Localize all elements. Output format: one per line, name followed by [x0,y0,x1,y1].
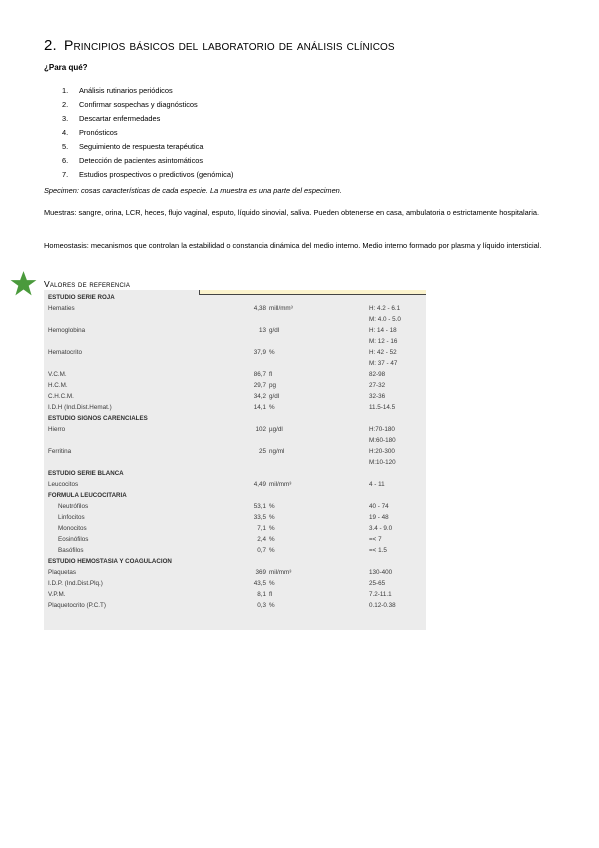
lab-row [44,457,426,468]
lab-reference-range: M: 12 - 16 [369,338,398,345]
lab-section-header [44,468,426,479]
lab-row [44,479,426,490]
subheading-para-que: ¿Para qué? [44,63,88,72]
lab-test-value: 4,38 [253,305,266,312]
lab-test-unit: % [269,580,275,587]
lab-reference-range: 27-32 [369,382,386,389]
lab-test-value: 29,7 [253,382,266,389]
lab-test-value: 43,5 [253,580,266,587]
lab-row [44,545,426,556]
lab-results-image [44,290,426,630]
lab-test-unit: µg/dl [269,426,283,433]
lab-test-value: 0,7 [257,547,266,554]
lab-reference-range: M:60-180 [369,437,396,444]
lab-test-value: 53,1 [253,503,266,510]
lab-test-name: Plaquetas [48,569,77,576]
lab-row [44,589,426,600]
lab-test-value: 33,5 [253,514,266,521]
lab-reference-range: 25-65 [369,580,386,587]
reference-values-title: Valores de referencia [44,279,131,289]
purpose-item [62,98,233,112]
lab-section-title: FORMULA LEUCOCITARIA [48,492,127,499]
lab-reference-range: 19 - 48 [369,514,389,521]
lab-test-value: 34,2 [253,393,266,400]
purpose-text: Detección de pacientes asintomáticos [79,156,204,165]
lab-row [44,303,426,314]
lab-row [44,358,426,369]
lab-test-name: Basófilos [58,547,84,554]
lab-test-value: 13 [258,327,266,334]
lab-reference-range: M:10-120 [369,459,396,466]
lab-test-value: 2,4 [257,536,266,543]
lab-section-title: ESTUDIO SERIE BLANCA [48,470,124,477]
lab-test-name: Ferritina [48,448,72,455]
purpose-number: 3. [62,114,69,123]
lab-reference-range: 11.5-14.5 [369,404,396,411]
muestras-paragraph: Muestras: sangre, orina, LCR, heces, flujo vaginal, esputo, líquido sinovial, saliva. Pueden obtenerse en casa, ambulatoria o estrictamente hospitalaria. [44,208,540,217]
section-number: 2. [44,37,57,54]
lab-test-unit: fl [269,371,273,378]
lab-test-name: C.H.C.M. [48,393,74,400]
purpose-item [62,126,233,140]
lab-test-name: Leucocitos [48,481,79,488]
purpose-number: 2. [62,100,69,109]
lab-test-value: 25 [258,448,266,455]
lab-section-header [44,413,426,424]
lab-test-unit: mill/mm³ [269,305,293,312]
lab-test-name: Plaquetocrito (P.C.T) [48,602,106,609]
lab-row [44,391,426,402]
specimen-paragraph: Specimen: cosas características de cada especie. La muestra es una parte del especimen. [44,186,342,195]
purpose-number: 1. [62,86,69,95]
lab-test-value: 37,9 [253,349,266,356]
lab-test-name: Neutrófilos [58,503,89,510]
lab-reference-range: M: 37 - 47 [369,360,398,367]
lab-reference-range: H: 42 - 52 [369,349,397,356]
lab-reference-range: H: 4.2 - 6.1 [369,305,401,312]
purpose-text: Confirmar sospechas y diagnósticos [79,100,198,109]
lab-reference-range: 0.12-0.38 [369,602,396,609]
lab-row [44,369,426,380]
lab-row [44,336,426,347]
lab-test-name: V.C.M. [48,371,67,378]
lab-row [44,600,426,611]
lab-row [44,325,426,336]
lab-test-value: 86,7 [253,371,266,378]
lab-reference-range: 3.4 - 9.0 [369,525,393,532]
lab-test-unit: % [269,536,275,543]
purpose-item [62,140,233,154]
purpose-item [62,112,233,126]
lab-test-unit: % [269,514,275,521]
lab-test-name: Hematocrito [48,349,82,356]
lab-row [44,446,426,457]
lab-test-unit: ng/ml [269,448,285,455]
purpose-number: 7. [62,170,69,179]
lab-row [44,424,426,435]
lab-reference-range: 4 - 11 [369,481,385,488]
lab-row [44,435,426,446]
lab-reference-range: H:20-300 [369,448,395,455]
lab-section-title: ESTUDIO SIGNOS CARENCIALES [48,415,148,422]
purpose-text: Descartar enfermedades [79,114,161,123]
lab-row [44,523,426,534]
purpose-text: Pronósticos [79,128,118,137]
lab-test-unit: % [269,503,275,510]
lab-test-name: Hematies [48,305,75,312]
lab-reference-range: H:70-180 [369,426,395,433]
lab-section-title: ESTUDIO SERIE ROJA [48,294,115,301]
lab-row [44,534,426,545]
lab-reference-range: H: 14 - 18 [369,327,397,334]
lab-reference-range: 32-36 [369,393,386,400]
lab-row [44,347,426,358]
section-heading [44,37,395,54]
lab-section-header [44,490,426,501]
lab-reference-range: 82-98 [369,371,386,378]
lab-row [44,512,426,523]
lab-test-unit: pg [269,382,277,389]
lab-test-value: 4,49 [253,481,266,488]
lab-test-unit: fl [269,591,273,598]
lab-row [44,402,426,413]
lab-test-value: 8,1 [257,591,266,598]
lab-test-name: I.D.H (Ind.Dist.Hemat.) [48,404,112,411]
lab-section-title: ESTUDIO HEMOSTASIA Y COAGULACION [48,558,172,565]
lab-test-value: 7,1 [257,525,266,532]
lab-test-name: Eosinófilos [58,536,89,543]
lab-test-unit: g/dl [269,393,280,400]
section-title: Principios básicos del laboratorio de análisis clínicos [64,37,395,53]
lab-reference-range: 7.2-11.1 [369,591,392,598]
purpose-item [62,84,233,98]
homeostasis-paragraph: Homeostasis: mecanismos que controlan la estabilidad o constancia dinámica del medio interno. Medio interno formado por plasma y líquido intersticial. [44,241,542,250]
lab-test-unit: % [269,602,275,609]
lab-row [44,380,426,391]
purpose-number: 5. [62,142,69,151]
green-star-icon [10,270,37,297]
lab-test-unit: g/dl [269,327,280,334]
lab-section-header [44,556,426,567]
lab-test-value: 369 [255,569,266,576]
lab-test-name: H.C.M. [48,382,68,389]
lab-test-unit: % [269,349,275,356]
lab-test-unit: % [269,525,275,532]
lab-test-name: Hemoglobina [48,327,86,334]
lab-row [44,314,426,325]
purpose-text: Estudios prospectivos o predictivos (genómica) [79,170,234,179]
lab-test-value: 102 [255,426,266,433]
lab-reference-range: M: 4.0 - 5.0 [369,316,401,323]
purpose-text: Análisis rutinarios periódicos [79,86,173,95]
lab-test-name: V.P.M. [48,591,66,598]
lab-reference-range: =< 1.5 [369,547,387,554]
purpose-number: 4. [62,128,69,137]
lab-test-name: Hierro [48,426,66,433]
purposes-list [62,84,233,182]
purpose-number: 6. [62,156,69,165]
purpose-item [62,154,233,168]
lab-test-unit: % [269,547,275,554]
lab-test-value: 0,3 [257,602,266,609]
lab-test-name: Monocitos [58,525,87,532]
lab-row [44,578,426,589]
lab-reference-range: 130-400 [369,569,393,576]
lab-section-header [44,292,426,303]
lab-test-unit: mil/mm³ [269,569,292,576]
purpose-text: Seguimiento de respuesta terapéutica [79,142,204,151]
lab-test-unit: % [269,404,275,411]
lab-row [44,501,426,512]
lab-reference-range: =< 7 [369,536,382,543]
lab-test-value: 14,1 [253,404,266,411]
lab-test-name: I.D.P. (Ind.Dist.Plq.) [48,580,103,587]
lab-test-name: Linfocitos [58,514,85,521]
lab-test-unit: mil/mm³ [269,481,292,488]
purpose-item [62,168,233,182]
lab-row [44,567,426,578]
lab-reference-range: 40 - 74 [369,503,389,510]
